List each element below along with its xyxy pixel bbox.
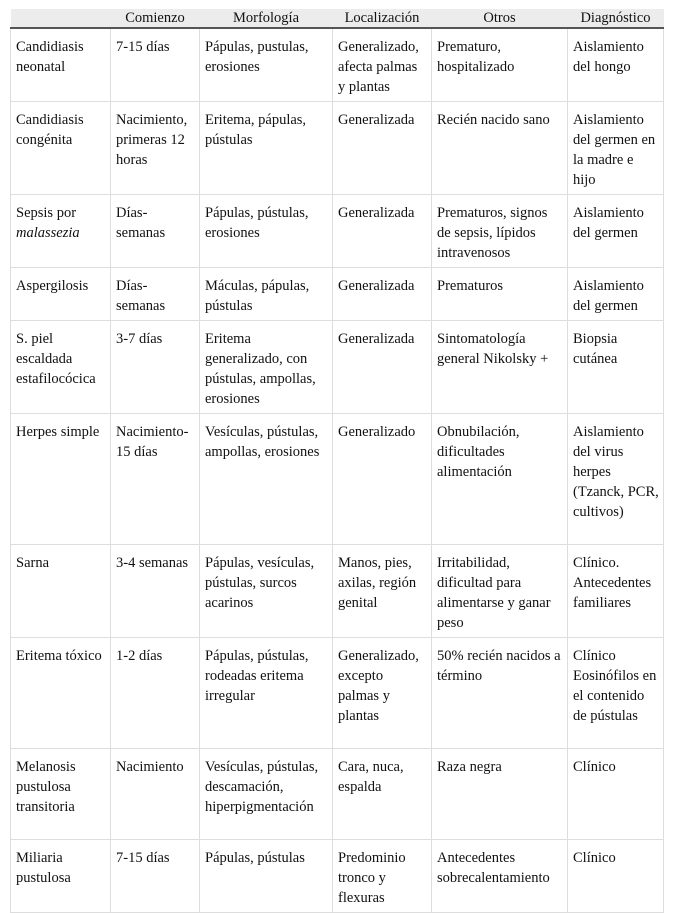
cell-morfologia: Eritema, pápulas, pústulas [200,102,333,195]
table-row [11,638,664,749]
cell-morfologia: Pápulas, vesículas, pústulas, surcos acarinos [200,545,333,638]
cell-morfologia: Pápulas, pústulas, rodeadas eritema irregular [200,638,333,749]
table-row [11,28,664,102]
table-row [11,195,664,268]
cell-condition: Herpes simple [11,414,111,545]
cell-morfologia: Pápulas, pustulas, erosiones [200,28,333,102]
cell-localizacion: Generalizado [333,414,432,545]
cell-localizacion: Generalizado, excepto palmas y plantas [333,638,432,749]
cell-comienzo: 3-7 días [111,321,200,414]
header-diagnostico: Diagnóstico [568,9,664,28]
cell-condition: Miliaria pustulosa [11,840,111,913]
cell-comienzo: 3-4 semanas [111,545,200,638]
table-row [11,545,664,638]
cell-otros: Prematuros [432,268,568,321]
cell-localizacion: Predominio tronco y flexuras [333,840,432,913]
cell-diagnostico: Aislamiento del virus herpes (Tzanck, PCR, cultivos) [568,414,664,545]
table-row [11,102,664,195]
table-header-row [11,9,664,28]
cell-localizacion: Generalizado, afecta palmas y plantas [333,28,432,102]
cell-comienzo: 7-15 días [111,840,200,913]
cell-diagnostico: Aislamiento del germen [568,195,664,268]
cell-morfologia: Vesículas, pústulas, descamación, hiperpigmentación [200,749,333,840]
cell-condition: Candidiasis neonatal [11,28,111,102]
cell-localizacion: Generalizada [333,321,432,414]
cell-otros: Prematuro, hospitalizado [432,28,568,102]
table-row [11,321,664,414]
header-localizacion: Localización [333,9,432,28]
cell-localizacion: Manos, pies, axilas, región genital [333,545,432,638]
cell-otros: Obnubilación, dificultades alimentación [432,414,568,545]
cell-morfologia: Máculas, pápulas, pústulas [200,268,333,321]
cell-diagnostico: Aislamiento del hongo [568,28,664,102]
differential-diagnosis-table [10,9,664,913]
table-row [11,749,664,840]
cell-comienzo: Días-semanas [111,195,200,268]
cell-condition: Candidiasis congénita [11,102,111,195]
cell-comienzo: Días-semanas [111,268,200,321]
cell-condition: Sepsis por malassezia [11,195,111,268]
cell-comienzo: 7-15 días [111,28,200,102]
header-comienzo: Comienzo [111,9,200,28]
cell-comienzo: Nacimiento, primeras 12 horas [111,102,200,195]
cell-morfologia: Pápulas, pústulas, erosiones [200,195,333,268]
cell-diagnostico: Clínico Eosinófilos en el contenido de pústulas [568,638,664,749]
cell-otros: Antecedentes sobrecalentamiento [432,840,568,913]
cell-condition: Melanosis pustulosa transitoria [11,749,111,840]
header-morfologia: Morfología [200,9,333,28]
cell-comienzo: Nacimiento-15 días [111,414,200,545]
cell-localizacion: Generalizada [333,102,432,195]
cell-morfologia: Vesículas, pústulas, ampollas, erosiones [200,414,333,545]
cell-condition: Eritema tóxico [11,638,111,749]
table-row [11,414,664,545]
cell-diagnostico: Biopsia cutánea [568,321,664,414]
header-blank [11,9,111,28]
cell-comienzo: Nacimiento [111,749,200,840]
cell-otros: 50% recién nacidos a término [432,638,568,749]
cell-otros: Recién nacido sano [432,102,568,195]
cell-morfologia: Pápulas, pústulas [200,840,333,913]
table-row [11,268,664,321]
cell-diagnostico: Clínico [568,840,664,913]
cell-otros: Irritabilidad, dificultad para alimentarse y ganar peso [432,545,568,638]
cell-otros: Raza negra [432,749,568,840]
cell-otros: Sintomatología general Nikolsky + [432,321,568,414]
cell-morfologia: Eritema generalizado, con pústulas, ampollas, erosiones [200,321,333,414]
cell-condition-italic: malassezia [16,225,80,241]
cell-localizacion: Cara, nuca, espalda [333,749,432,840]
cell-condition: Aspergilosis [11,268,111,321]
header-otros: Otros [432,9,568,28]
cell-diagnostico: Aislamiento del germen [568,268,664,321]
cell-condition: S. piel escaldada estafilocócica [11,321,111,414]
cell-diagnostico: Clínico. Antecedentes familiares [568,545,664,638]
cell-diagnostico: Clínico [568,749,664,840]
cell-comienzo: 1-2 días [111,638,200,749]
cell-localizacion: Generalizada [333,195,432,268]
cell-otros: Prematuros, signos de sepsis, lípidos intravenosos [432,195,568,268]
cell-localizacion: Generalizada [333,268,432,321]
cell-condition: Sarna [11,545,111,638]
cell-diagnostico: Aislamiento del germen en la madre e hijo [568,102,664,195]
